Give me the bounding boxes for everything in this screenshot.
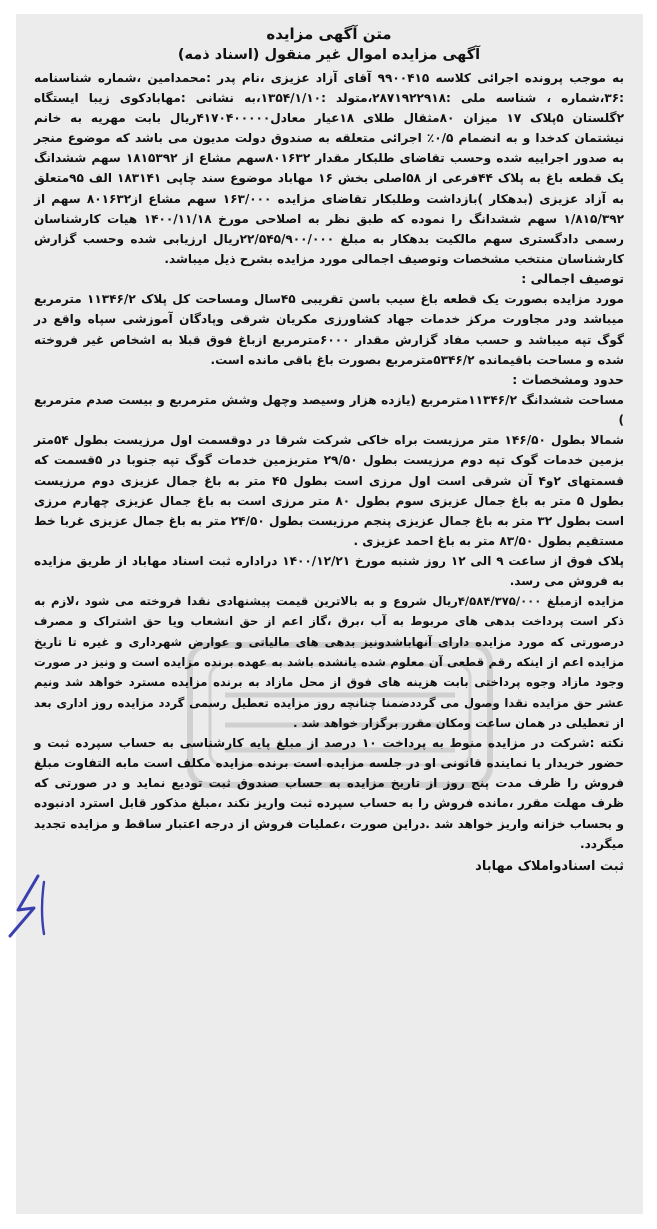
bounds-heading: حدود ومشخصات : — [512, 371, 624, 387]
description-heading: توصیف اجمالی : — [521, 270, 624, 286]
notice-subtitle: آگهی مزایده اموال غیر منقول (اسناد ذمه) — [177, 47, 481, 63]
blue-pen-mark-icon — [0, 870, 50, 940]
description-paragraph: مورد مزایده بصورت یک قطعه باغ سیب باسن تقریبی ۴۵سال ومساحت کل پلاک ۱۱۳۴۶/۲ مترمربع میباشد ودر مجاورت مرکز خدمات جهاد کشاورزی مکریان شرقی وپادگان آموزشی سپاه واقع در گوگ تپه میباشد و حسب مفاد گزارش مقدار ۶۰۰۰مترمربع ازباغ فوق قبلا به اشخاص غیر فروخته شده و مساحت باقیمانده ۵۳۴۶/۲مترمربع بصورت باغ باقی مانده است. — [34, 292, 625, 367]
notice-title: متن آگهی مزایده — [266, 25, 392, 43]
notice-intro-paragraph: به موجب پرونده اجرائی کلاسه ۹۹۰۰۴۱۵ آقای آزاد عزیزی ،نام پدر :محمدامین ،شماره شناسنامه :۳۶،شماره ، شناسه ملی :۲۸۷۱۹۲۲۹۱۸،متولد :۱۳۵۴/۱/۱۰،به نشانی :مهابادکوی زیبا ایستگاه ۲گلستان ۵پلاک ۱۷ میزان ۸۰مثقال طلای ۱۸عیار معادل۴۱۷۰۴۰۰۰۰۰ریال بابت مهریه به خانم نیشتمان کدخدا و به انضمام ۰/۵٪ اجرائی متعلقه به صندوق دولت مدیون می باشد که موضوع منجر به صدور اجراییه شده وحسب تقاضای طلبکار مقدار ۸۰۱۶۳۲سهم مشاع از ۱۸۱۵۳۹۲ سهم ششدانگ یک قطعه باغ به پلاک ۴۴فرعی از ۵۸اصلی بخش ۱۶ مهاباد موضوع سند چاپی ۱۸۳۱۴۱ الف ۹۵متعلق به آزاد عزیزی (بدهکار )بازداشت وطلبکار تقاضای مزایده ۱۶۳/۰۰۰ سهم مشاع از۸۰۱۶۳۲ سهم از ۱/۸۱۵/۳۹۲ سهم ششدانگ را نموده که طبق نظر به اصلاحی مورخ ۱۴۰۰/۱۱/۱۸ هیات کارشناسان رسمی دادگستری سهم مالکیت بدهکار به مبلغ ۲۲/۵۴۵/۹۰۰/۰۰۰ریال ارزیابی شده وحسب گزارش کارشناسان منتخب مشخصات وتوصیف اجمالی مورد مزایده بشرح ذیل میباشد. — [34, 71, 625, 266]
bounds-paragraph: شمالا بطول ۱۴۶/۵۰ متر مرزیست براه خاکی شرکت شرقا در دوقسمت اول مرزیست بطول ۵۴متر بزمین خدمات گوک تپه دوم مرزیست بطول ۲۹/۵۰ متربزمین خدمات گوگ تپه جنوبا در ۵قسمت که قسمتهای ۲و۴ آن شرقی است اول مرزی است بطول ۴۵ متر به باغ جمال عزیزی دوم مرزیست بطول ۵ متر به باغ جمال عزیزی سوم بطول ۸۰ متر مرزی است به باغ جمال عزیزی چهارم مرزی است بطول ۳۲ متر به باغ جمال عزیزی پنجم مرزیست بطول ۲۴/۵۰ متر به باغ جمال عزیزی غربا خط مستقیم بطول ۸۳/۵۰ متر به باغ احمد عزیزی . — [34, 433, 625, 548]
auction-notice — [34, 24, 624, 878]
area-paragraph: مساحت ششدانگ ۱۱۳۴۶/۲مترمربع (یازده هزار وسیصد وچهل وشش مترمربع و بیست صدم مترمربع ) — [34, 393, 625, 428]
issuer-signature: ثبت اسنادواملاک مهاباد — [475, 858, 624, 874]
terms-paragraph: مزایده ازمبلغ ۴/۵۸۴/۳۷۵/۰۰۰ریال شروع و به بالاترین قیمت پیشنهادی نقدا فروخته می شود ،لازم به ذکر است پرداخت بدهی های مربوط به آب ،برق ،گاز اعم از حق انشعاب ویا حق اشتراک و مصرف درصورتی که مورد مزایده دارای آنهاباشدونیز بدهی های مالیاتی و عوارض شهرداری و غیره تا تاریخ مزایده اعم از اینکه رقم قطعی آن معلوم شده یانشده باشد به عهده برنده مزایده است و ونیز در صورت وجود مازاد وجوه پرداختی بابت هزینه های فوق از محل مازاد به برنده مزایده مسترد خواهد شد ونیم عشر حق مزایده نقدا وصول می گرددضمنا چنانچه روز مزایده تعطیل رسمی گردد مزایده روز اداری بعد از تعطیلی در همان ساعت ومکان مقرر برگزار خواهد شد . — [34, 594, 624, 730]
schedule-paragraph: پلاک فوق از ساعت ۹ الی ۱۲ روز شنبه مورخ ۱۴۰۰/۱۲/۲۱ دراداره ثبت اسناد مهاباد از طریق مزایده به فروش می رسد. — [34, 553, 624, 588]
note-paragraph: نکته :شرکت در مزایده منوط به پرداخت ۱۰ درصد از مبلغ پایه کارشناسی به حساب سپرده ثبت و حضور خریدار یا نماینده قانونی او در جلسه مزایده است برنده مزایده مکلف است مابه التفاوت مبلغ فروش را ظرف مدت پنج روز از تاریخ مزایده به حساب صندوق ثبت تودیع نماید و در صورتی که ظرف مهلت مقرر ،مانده فروش را به حساب سپرده ثبت واریز نکند ،مبلغ مذکور قابل استرد ادنبوده و بحساب خزانه واریز خواهد شد .دراین صورت ،عملیات فروش از درجه اعتبار ساقط و مزایده تجدید میگردد. — [34, 736, 624, 851]
